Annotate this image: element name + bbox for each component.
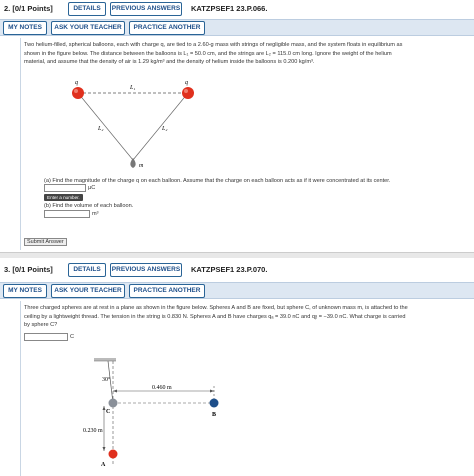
label-q-left: q [75, 80, 78, 86]
part-b-unit: m³ [92, 211, 99, 217]
submit-answer-button[interactable]: Submit Answer [24, 238, 67, 246]
details-button[interactable]: DETAILS [68, 2, 106, 16]
right-balloon [182, 87, 194, 99]
ask-teacher-button[interactable]: ASK YOUR TEACHER [51, 21, 125, 35]
left-balloon [72, 87, 84, 99]
question-2-text: Two helium-filled, spherical balloons, each with charge q, are tied to a 2.60-g mass with strings of negligible mass, and the system floats in equilibrium as shown in the figure below. The distance between the balloons is L₁ = 50.0 cm, and the strings are L₂ = 115.0 cm long. Ignore the weight of the helium material, and assume that the density of air is 1.29 kg/m³ and the density of helium inside the balloons is 0.200 kg/m³. [24, 42, 403, 66]
question-2-points: 2. [0/1 Points] [4, 4, 53, 13]
label-q-right: q [185, 80, 188, 86]
question-2-border [20, 38, 21, 250]
question-3-header [0, 261, 474, 278]
sphere-b [210, 399, 219, 408]
label-m: m [139, 163, 144, 169]
question-2-header [0, 0, 474, 17]
label-a: A [101, 462, 106, 468]
sphere-a [109, 450, 118, 459]
question-2-toolbar [0, 19, 474, 36]
question-code: KATZPSEF1 23.P.066. [191, 4, 268, 13]
my-notes-button-2[interactable]: MY NOTES [3, 284, 47, 298]
label-l2-right: L₂ [162, 126, 168, 132]
part-b-input[interactable] [44, 210, 90, 218]
previous-answers-button[interactable]: PREVIOUS ANSWERS [110, 2, 182, 16]
part-a-text: (a) Find the magnitude of the charge q on each balloon. Assume that the charge on each balloon acts as if it were concentrated at its center. [44, 178, 391, 184]
question-3-text: Three charged spheres are at rest in a plane as shown in the figure below. Spheres A and B are fixed, but sphere C, of unknown mass m, is attached to the ceiling by a lightweight thread. The tension in the string is 0.830 N. Spheres A and B have charges qₐ = 39.0 nC and qᵦ = −39.0 nC. What charge is carried by sphere C? [24, 305, 408, 329]
charge-c-input[interactable] [24, 333, 68, 341]
hanging-mass [130, 158, 135, 168]
sphere-c [109, 399, 118, 408]
question-3-points: 3. [0/1 Points] [4, 265, 53, 274]
details-button-2[interactable]: DETAILS [68, 263, 106, 277]
horizontal-distance-label: 0.460 m [152, 385, 172, 391]
previous-answers-button-2[interactable]: PREVIOUS ANSWERS [110, 263, 182, 277]
ask-teacher-button-2[interactable]: ASK YOUR TEACHER [51, 284, 125, 298]
question-3-toolbar [0, 282, 474, 299]
part-a-input[interactable] [44, 184, 86, 192]
practice-another-button[interactable]: PRACTICE ANOTHER [129, 21, 205, 35]
charge-c-unit: C [70, 334, 75, 340]
enter-number-tooltip: Enter a number. [44, 194, 83, 201]
ceiling [94, 358, 116, 361]
label-l1: L₁ [130, 85, 136, 91]
my-notes-button[interactable]: MY NOTES [3, 21, 47, 35]
angle-label: 30° [102, 377, 111, 383]
label-b: B [212, 412, 217, 418]
vertical-distance-label: 0.230 m [83, 428, 103, 434]
question-divider [0, 252, 474, 258]
balloon-figure [60, 78, 210, 173]
part-b-text: (b) Find the volume of each balloon. [44, 203, 134, 209]
right-string [133, 93, 188, 160]
question-code-2: KATZPSEF1 23.P.070. [191, 265, 268, 274]
label-c: C [106, 409, 111, 415]
practice-another-button-2[interactable]: PRACTICE ANOTHER [129, 284, 205, 298]
left-string [78, 93, 133, 160]
part-a-unit: µC [88, 185, 96, 191]
label-l2-left: L₂ [98, 126, 104, 132]
spheres-figure [80, 356, 230, 476]
question-3-border [20, 301, 21, 476]
